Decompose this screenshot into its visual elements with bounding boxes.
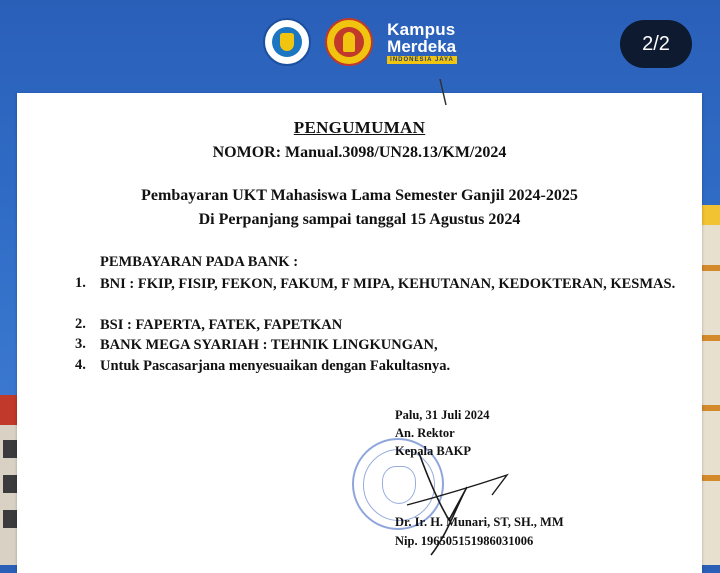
staple-mark-icon <box>437 79 457 107</box>
list-item-text: Untuk Pascasarjana menyesuaikan dengan Fakultasnya. <box>100 358 451 374</box>
garuda-emblem-logo <box>325 18 373 66</box>
document-number: NOMOR: Manual.3098/UN28.13/KM/2024 <box>212 144 507 161</box>
list-item-number: 3. <box>75 336 86 352</box>
document-title: PENGUMUMAN <box>293 118 426 137</box>
list-item-text: BANK MEGA SYARIAH : TEHNIK LINGKUNGAN, <box>100 337 438 353</box>
list-item-text: BNI : FKIP, FISIP, FEKON, FAKUM, F MIPA, KEHUTANAN, KEDOKTERAN, KESMAS. <box>100 276 676 292</box>
signer-nip: Nip. 196505151986031006 <box>395 534 534 548</box>
building-window <box>3 440 17 458</box>
subject-line-2: Di Perpanjang sampai tanggal 15 Agustus 2024 <box>198 211 521 228</box>
list-item-number: 2. <box>75 316 86 332</box>
building-window <box>3 475 17 493</box>
list-item-number: 4. <box>75 357 86 373</box>
place-date: Palu, 31 Juli 2024 <box>395 408 490 422</box>
tut-wuri-handayani-logo <box>263 18 311 66</box>
header-logos <box>0 16 720 68</box>
an-rektor: An. Rektor <box>395 426 455 440</box>
subject-line-1: Pembayaran UKT Mahasiswa Lama Semester Ganjil 2024-2025 <box>141 187 578 204</box>
signer-name: Dr. Ir. H. Munari, ST, SH., MM <box>395 515 564 529</box>
kampus-tagline: INDONESIA JAYA <box>387 56 457 64</box>
signer-position: Kepala BAKP <box>395 444 472 458</box>
kampus-merdeka-logo <box>387 21 457 64</box>
bank-heading: PEMBAYARAN PADA BANK : <box>100 254 299 270</box>
page-indicator[interactable]: 2/2 <box>620 20 692 68</box>
list-item-text: BSI : FAPERTA, FATEK, FAPETKAN <box>100 317 343 333</box>
kampus-line1: Kampus <box>387 19 456 39</box>
list-item-number: 1. <box>75 275 86 291</box>
announcement-document <box>17 93 702 573</box>
kampus-line2: Merdeka <box>387 36 457 56</box>
building-window <box>3 510 17 528</box>
